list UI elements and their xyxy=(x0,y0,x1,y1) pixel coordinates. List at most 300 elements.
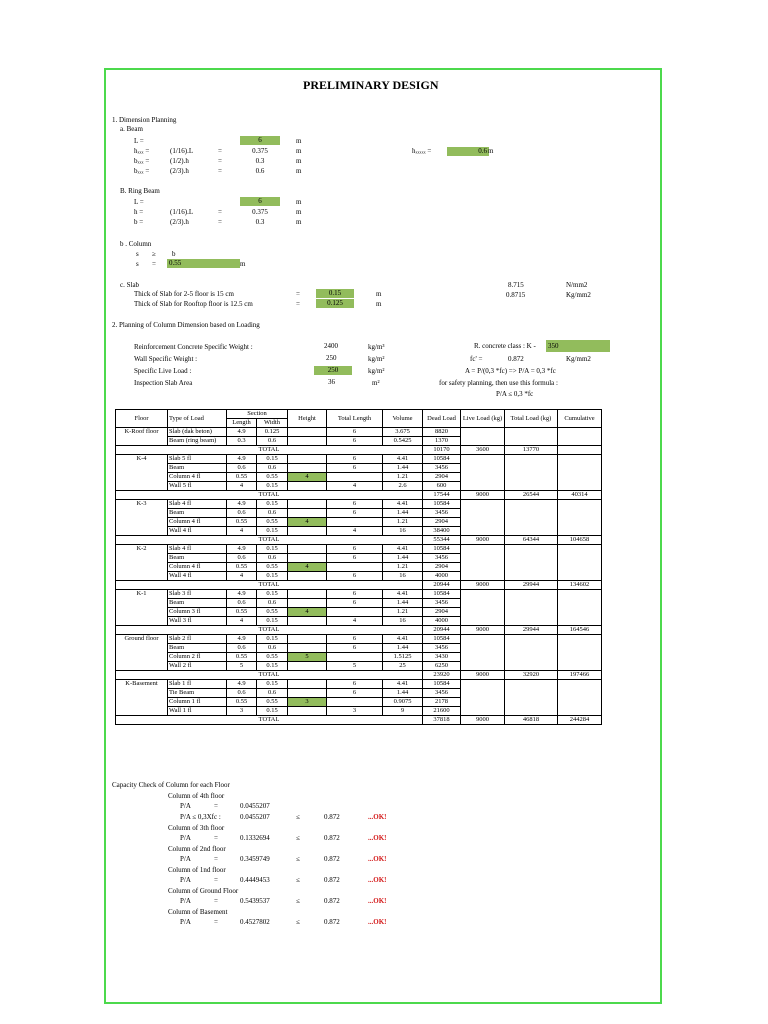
length-cell: 4 xyxy=(227,617,257,626)
table-row xyxy=(116,545,602,554)
cumulative-cell: 197466 xyxy=(558,671,602,680)
load-type-cell: Wall 1 fl xyxy=(168,707,227,716)
slab-right2-unit: Kg/mm2 xyxy=(566,291,591,299)
volume-cell: 1.21 xyxy=(383,563,423,572)
height-cell xyxy=(288,644,327,653)
capacity-lhs: P/A xyxy=(180,918,191,926)
load-type-cell: Slab 4 fl xyxy=(168,500,227,509)
insp-area-label: Inspection Slab Area xyxy=(134,379,193,387)
empty-cell xyxy=(461,680,505,716)
capacity-block-title: Column of 1nd floor xyxy=(168,866,226,874)
ringbeam-row-unit: m xyxy=(296,208,302,216)
dead-load-cell: 3456 xyxy=(423,689,461,698)
width-cell: 0.15 xyxy=(257,572,288,581)
floor-cell: K-2 xyxy=(116,545,168,581)
empty-cell xyxy=(461,428,505,446)
beam-extra-unit: m xyxy=(488,147,494,155)
length-cell: 4.9 xyxy=(227,500,257,509)
volume-cell: 1.44 xyxy=(383,689,423,698)
load-type-cell: Column 1 fl xyxy=(168,698,227,707)
load-type-cell: Beam xyxy=(168,464,227,473)
total-live-cell: 9000 xyxy=(461,626,505,635)
beam-row-formula: (2/3).h xyxy=(170,167,189,175)
width-cell: 0.6 xyxy=(257,689,288,698)
page-title: PRELIMINARY DESIGN xyxy=(303,78,439,92)
header-total-length: Total Length xyxy=(327,410,383,428)
length-cell: 0.6 xyxy=(227,554,257,563)
total-length-cell: 4 xyxy=(327,482,383,491)
total-label: TOTAL xyxy=(116,671,423,680)
dead-load-cell: 3456 xyxy=(423,599,461,608)
total-row xyxy=(116,581,602,590)
floor-cell: K-4 xyxy=(116,455,168,491)
dead-load-cell: 10584 xyxy=(423,500,461,509)
slab-label: c. Slab xyxy=(120,281,140,289)
total-row xyxy=(116,716,602,725)
slab-right2: 0.8715 xyxy=(506,291,526,299)
height-cell: 4 xyxy=(288,473,327,482)
empty-cell xyxy=(461,545,505,581)
height-cell xyxy=(288,545,327,554)
width-cell: 0.15 xyxy=(257,527,288,536)
slab-right1: 8.715 xyxy=(508,281,524,289)
load-type-cell: Beam xyxy=(168,644,227,653)
volume-cell: 16 xyxy=(383,572,423,581)
slab-r2-text: Thick of Slab for Rooftop floor is 12.5 cm xyxy=(134,300,253,308)
dead-load-cell: 1370 xyxy=(423,437,461,446)
beam-row-value: 6 xyxy=(240,136,280,145)
empty-cell xyxy=(461,635,505,671)
ringbeam-row-formula: (2/3).h xyxy=(170,218,189,226)
empty-cell xyxy=(505,590,558,626)
volume-cell: 1.44 xyxy=(383,554,423,563)
header-width: Width xyxy=(257,419,288,428)
capacity-limit: 0.872 xyxy=(324,813,340,821)
beam-extra-label: hₓₓₓₓₓ = xyxy=(412,147,432,155)
dead-load-cell: 38400 xyxy=(423,527,461,536)
length-cell: 4.9 xyxy=(227,590,257,599)
ok-status: ...OK! xyxy=(368,897,387,905)
total-load-cell: 13770 xyxy=(505,446,558,455)
capacity-limit: 0.872 xyxy=(324,834,340,842)
length-cell: 0.3 xyxy=(227,437,257,446)
capacity-block-title: Column of 4th floor xyxy=(168,792,225,800)
beam-row-unit: m xyxy=(296,147,302,155)
load-type-cell: Column 2 fl xyxy=(168,653,227,662)
height-cell xyxy=(288,455,327,464)
total-length-cell xyxy=(327,698,383,707)
header-floor: Floor xyxy=(116,410,168,428)
header-total-load: Total Load (kg) xyxy=(505,410,558,428)
empty-cell xyxy=(558,545,602,581)
dead-load-cell: 10584 xyxy=(423,590,461,599)
height-cell xyxy=(288,680,327,689)
dead-load-cell: 6250 xyxy=(423,662,461,671)
beam-row-eq: = xyxy=(218,147,222,155)
length-cell: 4 xyxy=(227,527,257,536)
dead-load-cell: 8820 xyxy=(423,428,461,437)
cumulative-cell: 104658 xyxy=(558,536,602,545)
width-cell: 0.6 xyxy=(257,464,288,473)
slab-r1-value: 0.15 xyxy=(316,289,354,298)
height-cell xyxy=(288,599,327,608)
table-row xyxy=(116,500,602,509)
insp-area-unit: m² xyxy=(372,379,380,387)
height-cell: 5 xyxy=(288,653,327,662)
dead-load-cell: 21600 xyxy=(423,707,461,716)
empty-cell xyxy=(461,590,505,626)
cumulative-cell: 134602 xyxy=(558,581,602,590)
volume-cell: 0.9075 xyxy=(383,698,423,707)
total-length-cell: 6 xyxy=(327,572,383,581)
ringbeam-row-lhs: b = xyxy=(134,218,144,226)
total-label: TOTAL xyxy=(116,446,423,455)
height-cell xyxy=(288,527,327,536)
height-cell: 3 xyxy=(288,698,327,707)
beam-row-eq: = xyxy=(218,167,222,175)
load-type-cell: Column 4 fl xyxy=(168,563,227,572)
width-cell: 0.55 xyxy=(257,698,288,707)
column-size-value: 0.55 xyxy=(167,259,240,268)
volume-cell: 4.41 xyxy=(383,455,423,464)
header-section: Section xyxy=(227,410,288,419)
volume-cell: 3.675 xyxy=(383,428,423,437)
capacity-limit: 0.872 xyxy=(324,918,340,926)
volume-cell: 1.21 xyxy=(383,518,423,527)
empty-cell xyxy=(558,635,602,671)
height-cell xyxy=(288,635,327,644)
length-cell: 0.55 xyxy=(227,473,257,482)
total-length-cell: 6 xyxy=(327,509,383,518)
beam-row-eq: = xyxy=(218,157,222,165)
total-dead-cell: 23920 xyxy=(423,671,461,680)
capacity-block-title: Column of Basement xyxy=(168,908,228,916)
capacity-limit: 0.872 xyxy=(324,876,340,884)
height-cell xyxy=(288,509,327,518)
width-cell: 0.6 xyxy=(257,644,288,653)
total-label: TOTAL xyxy=(116,716,423,725)
section-1-heading: 1. Dimension Planning xyxy=(112,116,177,124)
slab-r1-eq: = xyxy=(296,290,300,298)
total-live-cell: 9000 xyxy=(461,716,505,725)
width-cell: 0.55 xyxy=(257,518,288,527)
column-label: b . Column xyxy=(120,240,152,248)
load-type-cell: Tie Beam xyxy=(168,689,227,698)
volume-cell: 1.44 xyxy=(383,644,423,653)
height-cell: 4 xyxy=(288,608,327,617)
header-live-load: Live Load (kg) xyxy=(461,410,505,428)
total-label: TOTAL xyxy=(116,491,423,500)
beam-row-value: 0.6 xyxy=(255,167,265,175)
total-length-cell: 6 xyxy=(327,428,383,437)
width-cell: 0.6 xyxy=(257,599,288,608)
width-cell: 0.15 xyxy=(257,500,288,509)
total-row xyxy=(116,536,602,545)
total-length-cell: 6 xyxy=(327,464,383,473)
beam-row-formula: (1/2).h xyxy=(170,157,189,165)
volume-cell: 16 xyxy=(383,617,423,626)
total-load-cell: 46818 xyxy=(505,716,558,725)
height-cell xyxy=(288,464,327,473)
volume-cell: 1.21 xyxy=(383,473,423,482)
dead-load-cell: 600 xyxy=(423,482,461,491)
beam-label: a. Beam xyxy=(120,125,143,133)
length-cell: 0.55 xyxy=(227,698,257,707)
width-cell: 0.6 xyxy=(257,554,288,563)
table-row xyxy=(116,635,602,644)
dead-load-cell: 10584 xyxy=(423,635,461,644)
load-type-cell: Wall 5 fl xyxy=(168,482,227,491)
capacity-lhs: P/A xyxy=(180,802,191,810)
width-cell: 0.15 xyxy=(257,455,288,464)
height-cell xyxy=(288,689,327,698)
volume-cell: 4.41 xyxy=(383,680,423,689)
floor-cell: K-3 xyxy=(116,500,168,536)
volume-cell: 1.44 xyxy=(383,464,423,473)
length-cell: 4.9 xyxy=(227,455,257,464)
width-cell: 0.15 xyxy=(257,545,288,554)
total-length-cell: 4 xyxy=(327,617,383,626)
height-cell xyxy=(288,554,327,563)
height-cell: 4 xyxy=(288,518,327,527)
capacity-lhs: P/A xyxy=(180,834,191,842)
column-r1b: ≥ xyxy=(152,250,156,258)
header-volume: Volume xyxy=(383,410,423,428)
length-cell: 4.9 xyxy=(227,428,257,437)
table-row xyxy=(116,680,602,689)
capacity-value: 0.4527802 xyxy=(240,918,270,926)
capacity-lhs: P/A ≤ 0,3Xfc : xyxy=(180,813,221,821)
width-cell: 0.15 xyxy=(257,482,288,491)
beam-row-formula: (1/16).L xyxy=(170,147,194,155)
live-load-unit: kg/m² xyxy=(368,367,385,375)
ok-status: ...OK! xyxy=(368,813,387,821)
total-length-cell: 6 xyxy=(327,644,383,653)
total-dead-cell: 20944 xyxy=(423,626,461,635)
length-cell: 3 xyxy=(227,707,257,716)
fc-label: fc' = xyxy=(470,355,483,363)
load-type-cell: Beam (ring beam) xyxy=(168,437,227,446)
ok-status: ...OK! xyxy=(368,855,387,863)
ringbeam-row-unit: m xyxy=(296,218,302,226)
total-length-cell: 6 xyxy=(327,554,383,563)
length-cell: 0.6 xyxy=(227,689,257,698)
cumulative-cell: 164546 xyxy=(558,626,602,635)
load-type-cell: Slab 3 fl xyxy=(168,590,227,599)
total-load-cell: 32920 xyxy=(505,671,558,680)
live-load-label: Specific Live Load : xyxy=(134,367,192,375)
empty-cell xyxy=(505,428,558,446)
length-cell: 4.9 xyxy=(227,545,257,554)
load-type-cell: Slab 2 fl xyxy=(168,635,227,644)
cumulative-cell: 40314 xyxy=(558,491,602,500)
beam-row-lhs: hₓₓₓ = xyxy=(134,147,150,155)
total-live-cell: 3600 xyxy=(461,446,505,455)
capacity-value: 0.0455207 xyxy=(240,813,270,821)
concrete-class-value: 350 xyxy=(546,340,610,352)
dead-load-cell: 3456 xyxy=(423,509,461,518)
column-r1a: s xyxy=(136,250,139,258)
total-row xyxy=(116,491,602,500)
dead-load-cell: 10584 xyxy=(423,680,461,689)
live-load-value: 250 xyxy=(314,366,352,375)
dead-load-cell: 4000 xyxy=(423,572,461,581)
volume-cell: 4.41 xyxy=(383,635,423,644)
dead-load-cell: 2178 xyxy=(423,698,461,707)
total-length-cell xyxy=(327,653,383,662)
length-cell: 0.6 xyxy=(227,509,257,518)
total-live-cell: 9000 xyxy=(461,581,505,590)
total-row xyxy=(116,626,602,635)
column-r1c: b xyxy=(172,250,176,258)
load-type-cell: Slab 4 fl xyxy=(168,545,227,554)
dead-load-cell: 2904 xyxy=(423,518,461,527)
empty-cell xyxy=(558,455,602,491)
height-cell: 4 xyxy=(288,563,327,572)
ringbeam-row-eq: = xyxy=(218,218,222,226)
capacity-lhs: P/A xyxy=(180,876,191,884)
total-length-cell: 4 xyxy=(327,527,383,536)
ringbeam-row-value: 0.375 xyxy=(252,208,268,216)
cumulative-cell xyxy=(558,446,602,455)
slab-r2-eq: = xyxy=(296,300,300,308)
total-load-cell: 29944 xyxy=(505,626,558,635)
header-length: Length xyxy=(227,419,257,428)
section-2-heading: 2. Planning of Column Dimension based on Loading xyxy=(112,321,260,329)
width-cell: 0.15 xyxy=(257,635,288,644)
empty-cell xyxy=(461,455,505,491)
capacity-block-title: Column of 2nd floor xyxy=(168,845,226,853)
dead-load-cell: 3430 xyxy=(423,653,461,662)
width-cell: 0.6 xyxy=(257,509,288,518)
beam-row-lhs: L = xyxy=(134,137,144,145)
load-type-cell: Wall 4 fl xyxy=(168,572,227,581)
dead-load-cell: 3456 xyxy=(423,644,461,653)
height-cell xyxy=(288,572,327,581)
capacity-value: 0.3459749 xyxy=(240,855,270,863)
empty-cell xyxy=(558,680,602,716)
ringbeam-row-value: 6 xyxy=(240,197,280,206)
floor-cell: K-Roof floor xyxy=(116,428,168,446)
volume-cell: 1.44 xyxy=(383,599,423,608)
width-cell: 0.15 xyxy=(257,662,288,671)
total-length-cell: 6 xyxy=(327,689,383,698)
capacity-le: ≤ xyxy=(296,855,300,863)
empty-cell xyxy=(505,455,558,491)
load-type-cell: Beam xyxy=(168,554,227,563)
beam-row-lhs: bₓₓₓ = xyxy=(134,167,150,175)
width-cell: 0.15 xyxy=(257,707,288,716)
capacity-block-title: Column of 3th floor xyxy=(168,824,225,832)
total-label: TOTAL xyxy=(116,626,423,635)
beam-row-value: 0.3 xyxy=(255,157,265,165)
ringbeam-row-unit: m xyxy=(296,198,302,206)
width-cell: 0.15 xyxy=(257,617,288,626)
width-cell: 0.55 xyxy=(257,563,288,572)
concrete-class-label: R. concrete class : K - xyxy=(474,342,536,350)
length-cell: 0.55 xyxy=(227,563,257,572)
length-cell: 0.6 xyxy=(227,464,257,473)
formula-2: for safety planning, then use this formula : xyxy=(439,379,558,387)
header-dead-load: Dead Load xyxy=(423,410,461,428)
empty-cell xyxy=(505,500,558,536)
length-cell: 0.6 xyxy=(227,644,257,653)
volume-cell: 1.5125 xyxy=(383,653,423,662)
volume-cell: 25 xyxy=(383,662,423,671)
empty-cell xyxy=(461,500,505,536)
length-cell: 0.55 xyxy=(227,518,257,527)
capacity-value: 0.0455207 xyxy=(240,802,270,810)
column-size-unit: m xyxy=(240,260,246,268)
total-label: TOTAL xyxy=(116,581,423,590)
empty-cell xyxy=(505,680,558,716)
insp-area-value: 36 xyxy=(328,378,335,386)
empty-cell xyxy=(505,545,558,581)
capacity-eq: = xyxy=(214,897,218,905)
total-length-cell: 3 xyxy=(327,707,383,716)
capacity-value: 0.5439537 xyxy=(240,897,270,905)
ringbeam-label: B. Ring Beam xyxy=(120,187,160,195)
dead-load-cell: 3456 xyxy=(423,554,461,563)
total-length-cell xyxy=(327,608,383,617)
width-cell: 0.15 xyxy=(257,680,288,689)
capacity-le: ≤ xyxy=(296,813,300,821)
width-cell: 0.15 xyxy=(257,590,288,599)
wall-weight-unit: kg/m² xyxy=(368,355,385,363)
cumulative-cell: 244284 xyxy=(558,716,602,725)
beam-row-value: 0.375 xyxy=(252,147,268,155)
height-cell xyxy=(288,590,327,599)
capacity-eq: = xyxy=(214,918,218,926)
load-type-cell: Wall 3 fl xyxy=(168,617,227,626)
beam-extra-value: 0.6 xyxy=(447,147,489,156)
length-cell: 5 xyxy=(227,662,257,671)
length-cell: 4 xyxy=(227,572,257,581)
ringbeam-row-lhs: h = xyxy=(134,208,144,216)
length-cell: 4.9 xyxy=(227,635,257,644)
header-type: Type of Load xyxy=(168,410,227,428)
ringbeam-row-eq: = xyxy=(218,208,222,216)
dead-load-cell: 4000 xyxy=(423,617,461,626)
capacity-le: ≤ xyxy=(296,834,300,842)
total-row xyxy=(116,671,602,680)
ringbeam-row-lhs: L = xyxy=(134,198,144,206)
empty-cell xyxy=(505,635,558,671)
total-length-cell: 6 xyxy=(327,500,383,509)
capacity-limit: 0.872 xyxy=(324,855,340,863)
total-row xyxy=(116,446,602,455)
height-cell xyxy=(288,617,327,626)
height-cell xyxy=(288,662,327,671)
slab-r2-value: 0.125 xyxy=(316,299,354,308)
total-length-cell: 6 xyxy=(327,455,383,464)
total-length-cell xyxy=(327,473,383,482)
capacity-eq: = xyxy=(214,802,218,810)
length-cell: 0.6 xyxy=(227,599,257,608)
beam-row-unit: m xyxy=(296,167,302,175)
slab-r2-unit: m xyxy=(376,300,382,308)
load-type-cell: Wall 2 fl xyxy=(168,662,227,671)
floor-cell: K-1 xyxy=(116,590,168,626)
dead-load-cell: 2904 xyxy=(423,563,461,572)
empty-cell xyxy=(558,500,602,536)
table-row xyxy=(116,455,602,464)
fc-unit: Kg/mm2 xyxy=(566,355,591,363)
total-live-cell: 9000 xyxy=(461,491,505,500)
volume-cell: 1.21 xyxy=(383,608,423,617)
volume-cell: 4.41 xyxy=(383,545,423,554)
load-type-cell: Beam xyxy=(168,509,227,518)
